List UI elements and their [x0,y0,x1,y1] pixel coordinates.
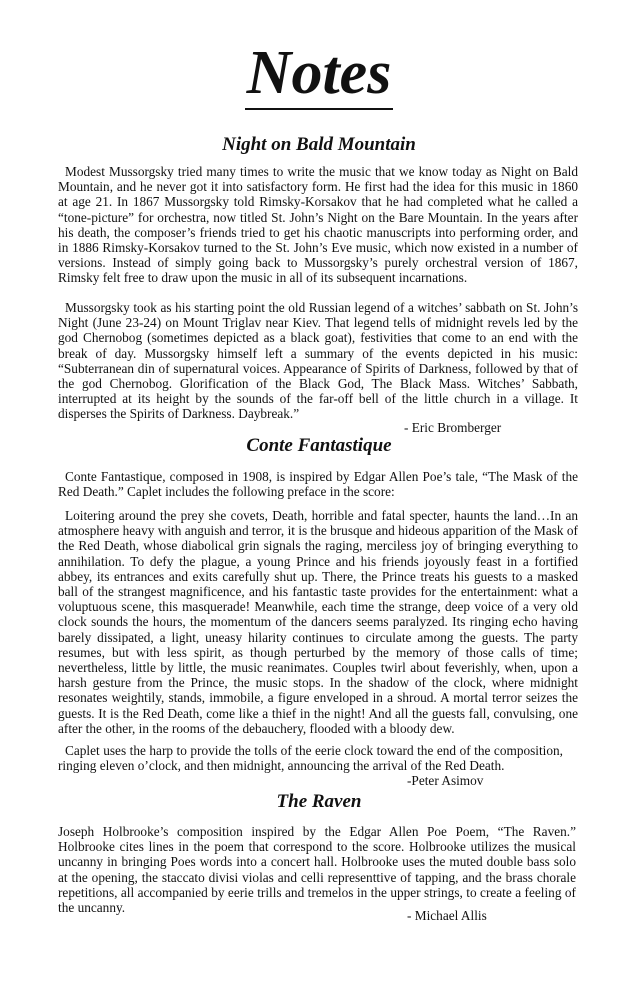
section-1-paragraph-1: Modest Mussorgsky tried many times to write the music that we know today as Night on Bald Mountain, and he never got it into satisfactory form. He first had the idea for this music in 1860 at age 21. In 1867 Mussorgsky told Rimsky-Korsakov that he had completed what he called a “tone-picture” for orchestra, now titled St. John’s Night on the Bare Mountain. In the years after his death, the composer’s friends tried to get his chaotic manuscripts into performing order, and in 1886 Rimsky-Korsakov turned to the St. John’s Eve music, which now existed in a number of versions. Instead of simply going back to Mussorgsky’s purely orchestral version of 1867, Rimsky felt free to draw upon the music in all of its subsequent incarnations. [58,164,578,286]
section-3-author: - Michael Allis [407,908,487,923]
section-heading-conte-fantastique: Conte Fantastique [246,435,392,456]
section-2-author: -Peter Asimov [407,773,484,788]
section-2-paragraph-1: Conte Fantastique, composed in 1908, is inspired by Edgar Allen Poe’s tale, “The Mask of the Red Death.” Caplet includes the following preface in the score: [58,469,578,500]
section-2-paragraph-3: Caplet uses the harp to provide the tolls of the eerie clock toward the end of the composition, ringing eleven o’clock, and then midnight, announcing the arrival of the Red Death. [58,743,563,774]
page-title-block [0,40,638,110]
section-heading-night-on-bald-mountain: Night on Bald Mountain [222,134,416,155]
page-title: Notes [245,40,394,110]
section-3-paragraph-1: Joseph Holbrooke’s composition inspired by the Edgar Allen Poe Poem, “The Raven.” Holbrooke cites lines in the poem that correspond to the score. Holbrooke utilizes the musical uncanny in bringing Poes words into a concert hall. Holbrooke uses the muted double bass solo at the opening, the staccato divisi violas and celli representtive of tapping, and the brass chorale repetitions, all accompanied by eerie trills and tremelos in the upper strings, to create a feeling of the uncanny. [58,824,576,916]
section-2-paragraph-2: Loitering around the prey she covets, Death, horrible and fatal specter, haunts the land…In an atmosphere heavy with anguish and terror, it is the brusque and hideous apparition of the Mask of the Red Death, whose diabolical grin signals the raging, merciless joy of bringing everything to annihilation. To defy the plague, a young Prince and his friends joyously feast in a fortified abbey, its entrances and exits carefully shut up. There, the Prince treats his guests to a masked ball of the strangest magnificence, and his fantastic taste provides for the entertainment: what a voluptuous scene, this masquerade! Meanwhile, each time the strange, deep voice of a very old clock sounds the hours, the momentum of the dancers seems paralyzed. Its ringing echo having barely dissipated, a light, uneasy hilarity continues to circulate among the guests. The party resumes, but with less spirit, as though perturbed by the memory of those calls of time; nevertheless, little by little, the music reanimates. Couples twirl about feverishly, when, upon a harsh gesture from the Prince, the music stops. In the shadow of the clock, where midnight resonates weightily, stands, immobile, a figure enveloped in a shroud. A mortal terror seizes the guests. It is the Red Death, come like a thief in the night! And all the guests fall, convulsing, one after the other, in the rooms of the debauchery, flooded with a bloody dew. [58,508,578,736]
section-1-author: - Eric Bromberger [404,420,502,435]
section-heading-the-raven: The Raven [276,791,362,812]
section-1-paragraph-2: Mussorgsky took as his starting point the old Russian legend of a witches’ sabbath on St. John’s Night (June 23-24) on Mount Triglav near Kiev. That legend tells of midnight revels led by the god Chernobog (sometimes depicted as a black goat), festivities that come to an end with the break of day. Mussorgsky himself left a summary of the events depicted in his music: “Subterranean din of supernatural voices. Appearance of Spirits of Darkness, followed by that of the god Chernobog. Glorification of the Black God, The Black Mass. Witches’ Sabbath, interrupted at its height by the sounds of the far-off bell of the little church in a village. It disperses the Spirits of Darkness. Daybreak.” [58,300,578,422]
